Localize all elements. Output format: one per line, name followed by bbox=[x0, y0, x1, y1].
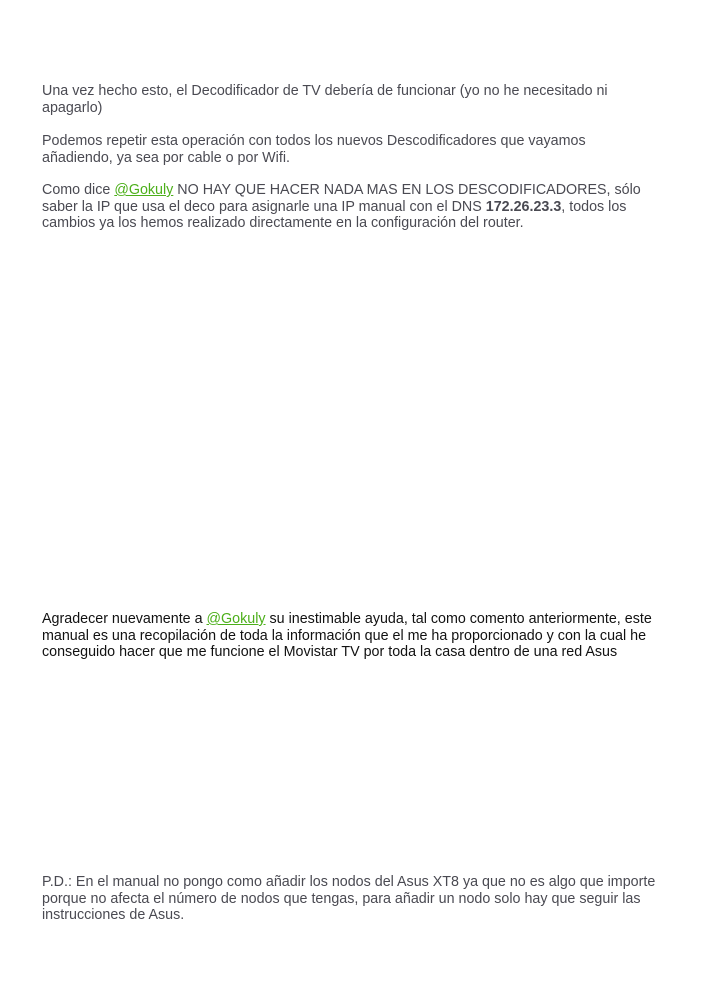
p1-line1: Una vez hecho esto, el Decodificador de TV debería de funcionar (yo no he necesitado ni bbox=[42, 83, 608, 99]
p5-line3: instrucciones de Asus. bbox=[42, 907, 185, 923]
p4-prefix: Agradecer nuevamente a bbox=[42, 611, 207, 627]
p3-prefix: Como dice bbox=[42, 182, 115, 198]
p2-line1: Podemos repetir esta operación con todos los nuevos Descodificadores que vayamos bbox=[42, 133, 586, 149]
p4-line3: conseguido hacer que me funcione el Movistar TV por toda la casa dentro de una red Asus bbox=[42, 644, 618, 660]
p5-line1: P.D.: En el manual no pongo como añadir los nodos del Asus XT8 ya que no es algo que importe bbox=[42, 874, 656, 890]
p3-mid: NO HAY QUE HACER NADA MAS EN LOS DESCODIFICADORES, sólo bbox=[173, 182, 641, 198]
paragraph-postscript bbox=[42, 874, 672, 924]
p4-line2: manual es una recopilación de toda la información que el me ha proporcionado y con la cual he bbox=[42, 627, 647, 644]
p3-line2-post: , todos los bbox=[561, 198, 627, 215]
paragraph-repeat-operation bbox=[42, 133, 672, 166]
paragraph-thanks bbox=[42, 611, 672, 661]
p1-line2: apagarlo) bbox=[42, 99, 103, 116]
mention-link-gokuly-thanks[interactable]: @Gokuly bbox=[206, 611, 266, 627]
p5-line2: porque no afecta el número de nodos que tengas, para añadir un nodo solo hay que seguir las bbox=[42, 890, 641, 907]
mention-link-gokuly[interactable]: @Gokuly bbox=[114, 182, 174, 198]
paragraph-no-changes-needed bbox=[42, 182, 672, 232]
p4-line1-post: su inestimable ayuda, tal como comento anteriormente, este bbox=[265, 611, 652, 627]
paragraph-decoder-works bbox=[42, 83, 672, 116]
dns-address: 172.26.23.3 bbox=[485, 198, 562, 215]
p3-line2-pre: saber la IP que usa el deco para asignarle una IP manual con el DNS bbox=[42, 198, 486, 215]
p2-line2: añadiendo, ya sea por cable o por Wifi. bbox=[42, 149, 290, 166]
p3-line3: cambios ya los hemos realizado directamente en la configuración del router. bbox=[42, 215, 524, 231]
